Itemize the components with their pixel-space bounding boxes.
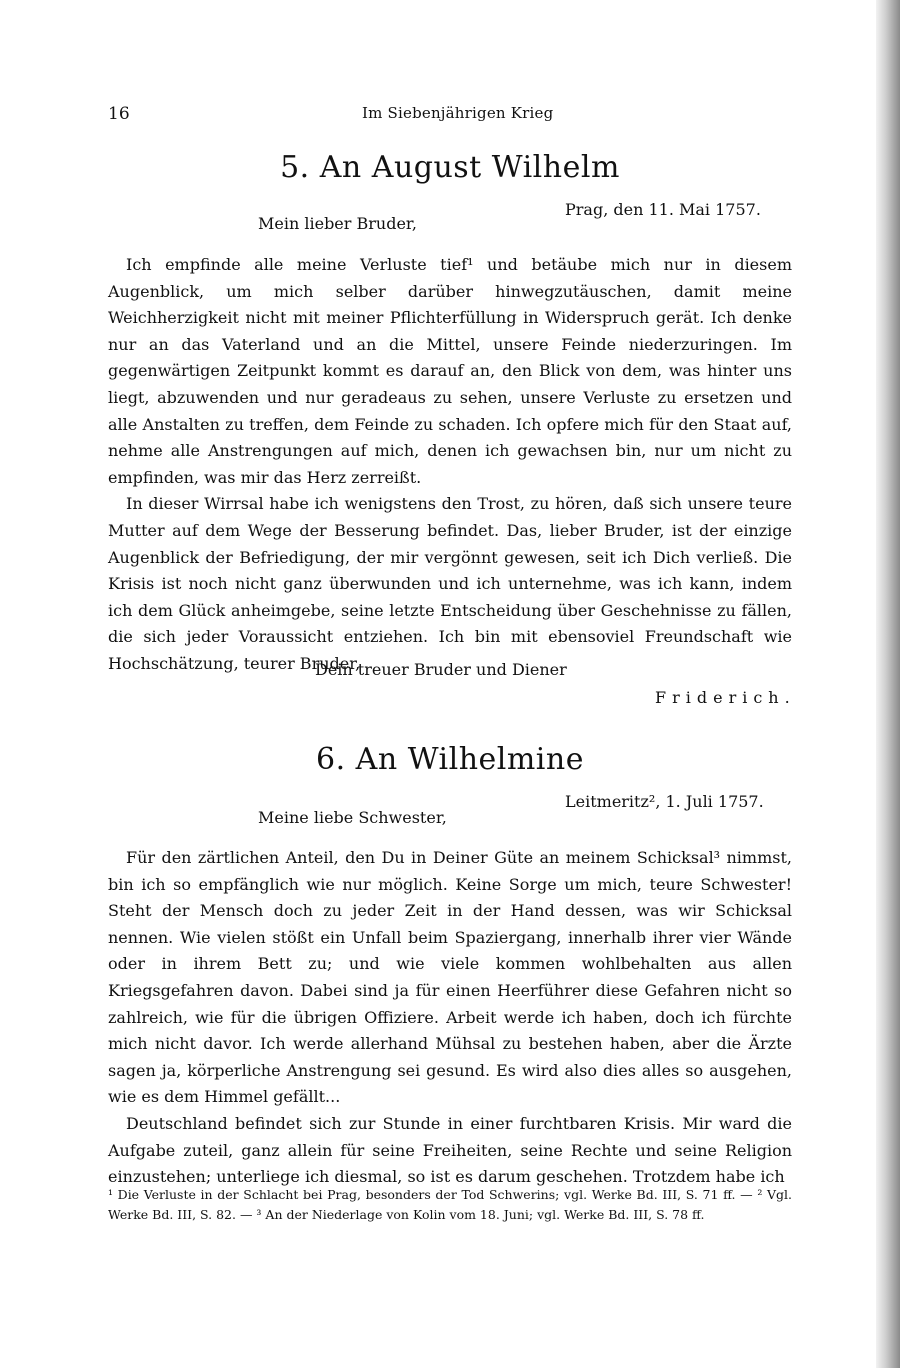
footnotes-text: ¹ Die Verluste in der Schlacht bei Prag, besonders der Tod Schwerins; vgl. Werke Bd. III, S. 71 ff. — ² Vgl. Werke Bd. III, S. 82. — ³ An der Niederlage von Kolin vom 18. Juni; vgl. Werke Bd. III, S. 78 ff. xyxy=(108,1187,792,1222)
page-edge-shadow xyxy=(876,0,900,1368)
letter-6-place-date: Leitmeritz², 1. Juli 1757. xyxy=(565,792,764,811)
letter-5-body xyxy=(108,252,792,678)
letter-5-title: 5. An August Wilhelm xyxy=(280,150,620,185)
page-number: 16 xyxy=(108,104,130,124)
letter-5-paragraph-1: Ich empfinde alle meine Verluste tief¹ und betäube mich nur in diesem Augenblick, um mich selber darüber hinwegzutäuschen, damit meine Weichherzigkeit nicht mit meiner Pflichterfüllung in Widerspruch gerät. Ich denke nur an das Vaterland und an die Mittel, unsere Feinde niederzuringen. Im gegenwärtigen Zeitpunkt kommt es darauf an, den Blick von dem, was hinter uns liegt, abzuwenden und nur geradeaus zu sehen, unsere Verluste zu ersetzen und alle Anstalten zu treffen, dem Feinde zu schaden. Ich opfere mich für den Staat auf, nehme alle Anstrengungen auf mich, denen ich gewachsen bin, nur um nicht zu empfinden, was mir das Herz zerreißt. xyxy=(108,255,792,487)
letter-5-paragraph-2: In dieser Wirrsal habe ich wenigstens den Trost, zu hören, daß sich unsere teure Mutter auf dem Wege der Besserung befindet. Das, lieber Bruder, ist der einzige Augenblick der Befriedigung, der mir vergönnt gewesen, seit ich Dich verließ. Die Krisis ist noch nicht ganz überwunden und ich unternehme, was ich kann, indem ich dem Glück anheimgebe, seine letzte Entscheidung über Geschehnisse zu fällen, die sich jeder Voraussicht entziehen. Ich bin mit ebensoviel Freundschaft wie Hochschätzung, teurer Bruder, xyxy=(108,494,792,673)
letter-6-paragraph-2: Deutschland befindet sich zur Stunde in einer furchtbaren Krisis. Mir ward die Aufgabe zuteil, ganz allein für seine Freiheiten, seine Rechte und seine Religion einzustehen; unterliege ich diesmal, so ist es darum geschehen. Trotzdem habe ich xyxy=(108,1113,792,1187)
letter-5-signature: Friderich. xyxy=(655,688,796,707)
letter-5-closing: Dein treuer Bruder und Diener xyxy=(315,660,567,679)
letter-5-salutation: Mein lieber Bruder, xyxy=(258,214,417,233)
letter-6-title: 6. An Wilhelmine xyxy=(316,742,584,777)
letter-6-body xyxy=(108,845,792,1191)
running-header: Im Siebenjährigen Krieg xyxy=(362,104,554,122)
letter-5-place-date: Prag, den 11. Mai 1757. xyxy=(565,200,761,219)
letter-6-salutation: Meine liebe Schwester, xyxy=(258,808,447,827)
letter-6-paragraph-1: Für den zärtlichen Anteil, den Du in Deiner Güte an meinem Schicksal³ nimmst, bin ich so empfänglich wie nur möglich. Keine Sorge um mich, teure Schwester! Steht der Mensch doch zu jeder Zeit in der Hand dessen, was wir Schicksal nennen. Wie vielen stößt ein Unfall beim Spaziergang, innerhalb ihrer vier Wände oder in ihrem Bett zu; und wie viele kommen wohlbehalten aus allen Kriegsgefahren davon. Dabei sind ja für einen Heerführer diese Gefahren nicht so zahlreich, wie für die übrigen Offiziere. Arbeit werde ich haben, doch ich fürchte mich nicht davor. Ich werde allerhand Mühsal zu bestehen haben, aber die Ärzte sagen ja, körperliche Anstrengung sei gesund. Es wird also dies alles so ausgehen, wie es dem Himmel gefällt... xyxy=(108,848,792,1107)
footnotes xyxy=(108,1185,792,1225)
